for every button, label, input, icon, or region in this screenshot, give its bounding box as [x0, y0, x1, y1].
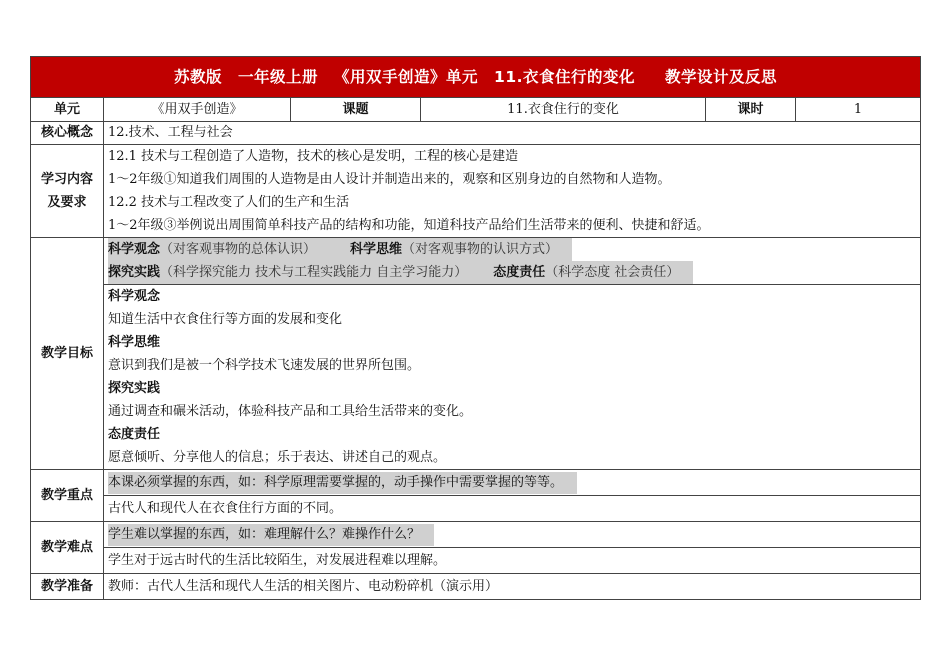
objectives-details-row: [31, 285, 921, 470]
key-points-value: 古代人和现代人在衣食住行方面的不同。: [104, 496, 921, 522]
objective-text: 愿意倾听、分享他人的信息；乐于表达、讲述自己的观点。: [108, 450, 447, 465]
title-row: [31, 57, 921, 98]
objectives-summary-line2: [108, 261, 693, 284]
difficult-points-hint-row: [31, 522, 921, 548]
core-concept-value: 12.技术、工程与社会: [104, 122, 921, 145]
requirement-line: 12.1 技术与工程创造了人造物，技术的核心是发明，工程的核心是建造: [108, 149, 519, 164]
learning-requirements-row: [31, 145, 921, 238]
difficult-points-hint-cell: [104, 522, 921, 548]
objectives-label: 教学目标: [31, 238, 104, 470]
objective-heading: 探究实践: [108, 381, 161, 396]
requirement-line: 1～2年级③举例说出周围简单科技产品的结构和功能，知道科技产品给们生活带来的便利、快捷和舒适。: [108, 218, 710, 233]
core-concept-label: 核心概念: [31, 122, 104, 145]
requirement-line: 12.2 技术与工程改变了人们的生产和生活: [108, 195, 350, 210]
summary-item3-note: （科学探究能力 技术与工程实践能力 自主学习能力）: [160, 265, 468, 280]
learning-requirements-label-line1: 学习内容: [40, 172, 93, 187]
unit-label: 单元: [31, 98, 104, 122]
document-title: [31, 57, 921, 98]
core-concept-row: [31, 122, 921, 145]
preparation-label: 教学准备: [31, 574, 104, 600]
summary-item1-note: （对客观事物的总体认识）: [160, 242, 317, 257]
periods-value: 1: [796, 98, 921, 122]
unit-value: 《用双手创造》: [104, 98, 291, 122]
difficult-points-value: 学生对于远古时代的生活比较陌生，对发展进程难以理解。: [104, 548, 921, 574]
objectives-summary-line1: [108, 238, 572, 261]
summary-item2-note: （对客观事物的认识方式）: [402, 242, 559, 257]
objective-text: 意识到我们是被一个科学技术飞速发展的世界所包围。: [108, 358, 421, 373]
header-row: [31, 98, 921, 122]
key-points-value-row: [31, 496, 921, 522]
difficult-points-hint: 学生难以掌握的东西，如：难理解什么？难操作什么？: [108, 524, 434, 546]
summary-item2-title: 科学思维: [350, 242, 403, 257]
title-unit: 《用双手创造》单元: [334, 68, 479, 86]
title-grade: 一年级上册: [238, 68, 319, 86]
topic-label: 课题: [291, 98, 421, 122]
learning-requirements-content: [104, 145, 921, 238]
key-points-hint-row: [31, 470, 921, 496]
objectives-details: [104, 285, 921, 470]
requirement-line: 1～2年级①知道我们周围的人造物是由人设计并制造出来的，观察和区别身边的自然物和人造物。: [108, 172, 671, 187]
title-lesson: 11.衣食住行的变化: [494, 68, 636, 86]
key-points-label: 教学重点: [31, 470, 104, 522]
objective-heading: 科学观念: [108, 289, 161, 304]
summary-item3-title: 探究实践: [108, 265, 161, 280]
learning-requirements-label: [31, 145, 104, 238]
objectives-summary: [104, 238, 921, 285]
periods-label: 课时: [706, 98, 796, 122]
difficult-points-value-row: [31, 548, 921, 574]
objective-heading: 态度责任: [108, 427, 161, 442]
title-publisher: 苏教版: [174, 68, 223, 86]
summary-item4-title: 态度责任: [493, 265, 546, 280]
topic-value: 11.衣食住行的变化: [421, 98, 706, 122]
objective-text: 通过调查和碾米活动，体验科技产品和工具给生活带来的变化。: [108, 404, 473, 419]
key-points-hint: 本课必须掌握的东西，如：科学原理需要掌握的，动手操作中需要掌握的等等。: [108, 472, 577, 494]
objective-heading: 科学思维: [108, 335, 161, 350]
summary-item4-note: （科学态度 社会责任）: [545, 265, 680, 280]
summary-item1-title: 科学观念: [108, 242, 161, 257]
lesson-plan-table: [30, 56, 921, 600]
difficult-points-label: 教学难点: [31, 522, 104, 574]
objectives-summary-row: [31, 238, 921, 285]
objective-text: 知道生活中衣食住行等方面的发展和变化: [108, 312, 343, 327]
preparation-row: [31, 574, 921, 600]
preparation-value: 教师：古代人生活和现代人生活的相关图片、电动粉碎机（演示用）: [104, 574, 921, 600]
learning-requirements-label-line2: 及要求: [47, 195, 87, 210]
title-doc-type: 教学设计及反思: [665, 68, 778, 86]
key-points-hint-cell: [104, 470, 921, 496]
